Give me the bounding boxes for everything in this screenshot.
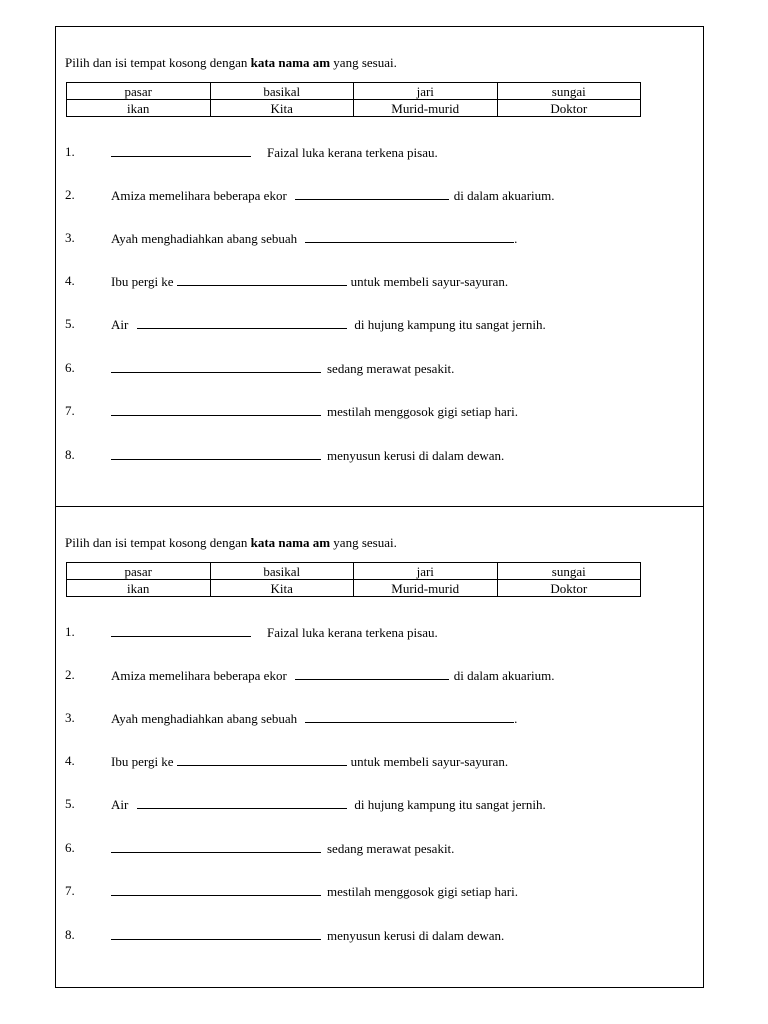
word-bank-table <box>66 82 641 117</box>
answer-blank[interactable] <box>177 272 347 286</box>
question-number: 1. <box>65 624 75 639</box>
word-bank-row <box>67 580 641 597</box>
question-number: 2. <box>65 187 75 202</box>
question-text-after: . <box>514 711 518 726</box>
answer-blank[interactable] <box>111 143 251 157</box>
word-bank-cell: ikan <box>67 580 211 597</box>
question-number: 3. <box>65 230 75 245</box>
question-text-after: Faizal luka kerana terkena pisau. <box>267 145 438 160</box>
question-text-after: sedang merawat pesakit. <box>327 841 455 856</box>
question-number: 5. <box>65 796 75 811</box>
question-text-after: mestilah menggosok gigi setiap hari. <box>327 404 518 419</box>
question-text-after: untuk membeli sayur-sayuran. <box>350 754 509 769</box>
answer-blank[interactable] <box>111 839 321 853</box>
word-bank-cell: basikal <box>210 83 354 100</box>
word-bank-cell: Murid-murid <box>354 100 498 117</box>
word-bank-cell: Doktor <box>497 100 641 117</box>
instruction <box>65 55 397 71</box>
answer-blank[interactable] <box>111 359 321 373</box>
question-text-after: di hujung kampung itu sangat jernih. <box>354 317 546 332</box>
question-text-after: mestilah menggosok gigi setiap hari. <box>327 884 518 899</box>
question-number: 7. <box>65 883 75 898</box>
word-bank-row <box>67 83 641 100</box>
question-number: 4. <box>65 753 75 768</box>
question-number: 6. <box>65 840 75 855</box>
question-text-before: Amiza memelihara beberapa ekor <box>111 188 287 203</box>
worksheet-top <box>55 26 704 507</box>
question-number: 3. <box>65 710 75 725</box>
question-number: 2. <box>65 667 75 682</box>
word-bank-cell: ikan <box>67 100 211 117</box>
question-number: 8. <box>65 927 75 942</box>
word-bank-row <box>67 100 641 117</box>
answer-blank[interactable] <box>111 446 321 460</box>
question-text-after: sedang merawat pesakit. <box>327 361 455 376</box>
question-text-before: Air <box>111 797 129 812</box>
answer-blank[interactable] <box>111 623 251 637</box>
question-text-after: . <box>514 231 518 246</box>
instruction-text: Pilih dan isi tempat kosong dengan <box>65 535 251 550</box>
word-bank-cell: Doktor <box>497 580 641 597</box>
answer-blank[interactable] <box>111 882 321 896</box>
word-bank-cell: sungai <box>497 563 641 580</box>
question-number: 8. <box>65 447 75 462</box>
instruction-text: Pilih dan isi tempat kosong dengan <box>65 55 251 70</box>
question-text-after: di dalam akuarium. <box>453 188 555 203</box>
word-bank-cell: Kita <box>210 580 354 597</box>
word-bank-cell: pasar <box>67 83 211 100</box>
worksheet-bottom <box>55 506 704 988</box>
question-number: 7. <box>65 403 75 418</box>
question-text-after: di dalam akuarium. <box>453 668 555 683</box>
answer-blank[interactable] <box>295 186 449 200</box>
answer-blank[interactable] <box>137 315 347 329</box>
answer-blank[interactable] <box>305 709 514 723</box>
word-bank-table <box>66 562 641 597</box>
word-bank-cell: Murid-murid <box>354 580 498 597</box>
instruction-bold: kata nama am <box>250 55 331 70</box>
answer-blank[interactable] <box>177 752 347 766</box>
question-text-before: Ibu pergi ke <box>111 754 174 769</box>
question-text-after: untuk membeli sayur-sayuran. <box>350 274 509 289</box>
word-bank-cell: pasar <box>67 563 211 580</box>
answer-blank[interactable] <box>305 229 514 243</box>
answer-blank[interactable] <box>295 666 449 680</box>
answer-blank[interactable] <box>111 926 321 940</box>
instruction-bold: kata nama am <box>250 535 331 550</box>
answer-blank[interactable] <box>111 402 321 416</box>
question-number: 1. <box>65 144 75 159</box>
question-text-before: Ibu pergi ke <box>111 274 174 289</box>
answer-blank[interactable] <box>137 795 347 809</box>
word-bank-cell: basikal <box>210 563 354 580</box>
question-text-before: Ayah menghadiahkan abang sebuah <box>111 231 298 246</box>
question-text-before: Amiza memelihara beberapa ekor <box>111 668 287 683</box>
word-bank-cell: sungai <box>497 83 641 100</box>
word-bank-cell: jari <box>354 83 498 100</box>
question-text-after: menyusun kerusi di dalam dewan. <box>327 448 505 463</box>
question-number: 4. <box>65 273 75 288</box>
instruction-text-end: yang sesuai. <box>330 55 397 70</box>
question-text-after: Faizal luka kerana terkena pisau. <box>267 625 438 640</box>
word-bank-cell: jari <box>354 563 498 580</box>
instruction <box>65 535 397 551</box>
question-number: 6. <box>65 360 75 375</box>
instruction-text-end: yang sesuai. <box>330 535 397 550</box>
question-text-after: menyusun kerusi di dalam dewan. <box>327 928 505 943</box>
word-bank-row <box>67 563 641 580</box>
question-text-after: di hujung kampung itu sangat jernih. <box>354 797 546 812</box>
question-number: 5. <box>65 316 75 331</box>
question-text-before: Ayah menghadiahkan abang sebuah <box>111 711 298 726</box>
word-bank-cell: Kita <box>210 100 354 117</box>
question-text-before: Air <box>111 317 129 332</box>
